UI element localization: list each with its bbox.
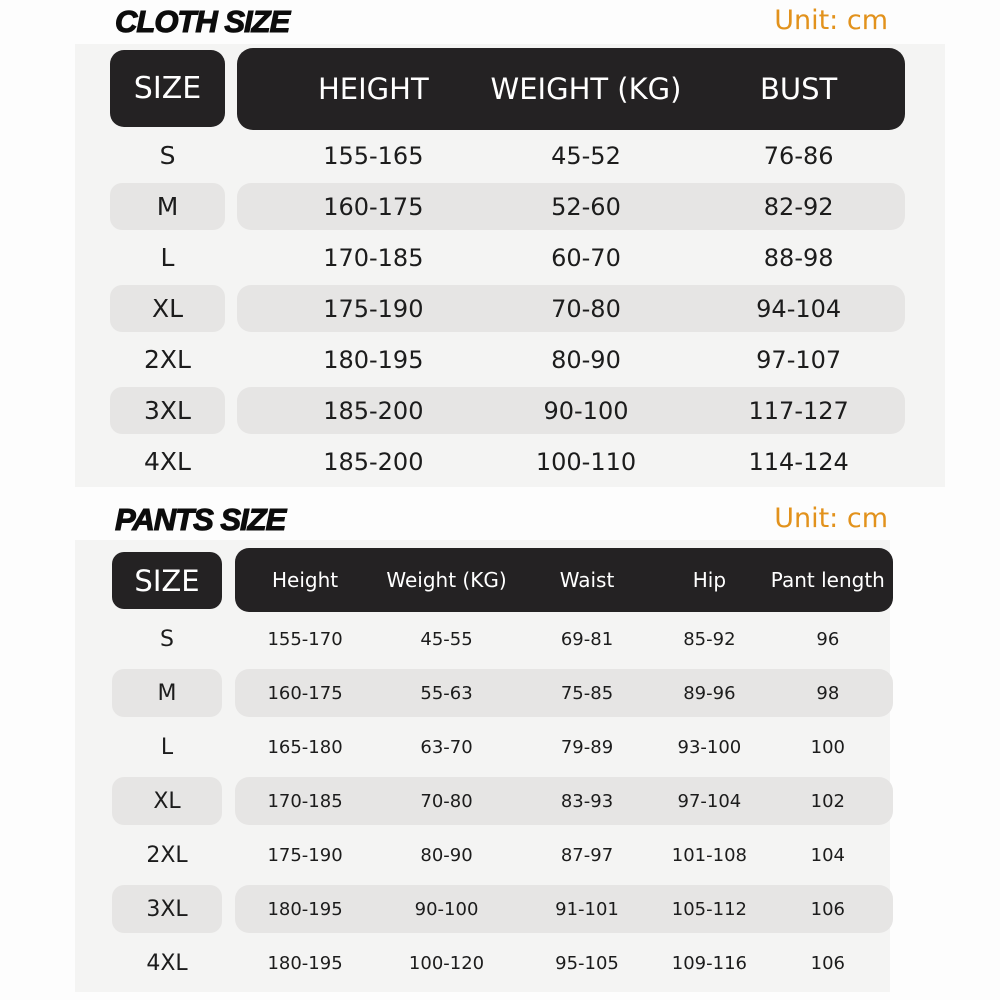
value-cell: 155-165: [323, 141, 424, 170]
size-label-cell: XL: [110, 285, 225, 332]
value-cell: 76-86: [763, 141, 834, 170]
value-cell: 88-98: [763, 243, 834, 272]
value-cell: 106: [810, 952, 845, 974]
value-cell: 55-63: [420, 682, 473, 704]
column-header: Height: [272, 568, 339, 592]
value-cell: 185-200: [323, 396, 424, 425]
pants-table-row: [75, 828, 890, 882]
value-cell: 90-100: [543, 396, 629, 425]
pants-section-header: [115, 502, 888, 538]
cloth-table-row: [75, 436, 945, 487]
cloth-section-header: [115, 4, 888, 40]
pants-table-row: [75, 720, 890, 774]
value-cell: 180-195: [323, 345, 424, 374]
value-cell: 90-100: [414, 898, 479, 920]
value-cell: 93-100: [677, 736, 742, 758]
value-cell: 175-190: [323, 294, 424, 323]
pants-table-rows: [75, 612, 890, 990]
size-label-cell: L: [160, 734, 174, 760]
value-cell: 52-60: [551, 192, 621, 221]
row-values: [237, 438, 905, 485]
value-cell: 165-180: [267, 736, 343, 758]
value-cell: 114-124: [748, 447, 849, 476]
column-header: BUST: [760, 72, 838, 106]
column-header: HEIGHT: [317, 72, 429, 106]
pants-table-row: [75, 936, 890, 990]
pants-table-row: [75, 666, 890, 720]
value-cell: 109-116: [671, 952, 747, 974]
value-cell: 101-108: [671, 844, 747, 866]
value-cell: 160-175: [323, 192, 424, 221]
value-cell: 94-104: [756, 294, 842, 323]
row-values: [235, 615, 893, 663]
value-cell: 82-92: [763, 192, 834, 221]
pants-table-row: [75, 882, 890, 936]
value-cell: 60-70: [551, 243, 621, 272]
value-cell: 95-105: [555, 952, 619, 974]
cloth-size-title: CLOTH SIZE: [115, 4, 290, 39]
value-cell: 85-92: [683, 628, 736, 650]
size-label-cell: S: [160, 626, 174, 652]
pants-size-title: PANTS SIZE: [115, 502, 286, 537]
row-values: [235, 777, 893, 825]
column-header: WEIGHT (KG): [490, 72, 682, 106]
pants-table-row: [75, 774, 890, 828]
value-cell: 98: [816, 682, 840, 704]
pants-table-header-bar: [235, 548, 893, 612]
value-cell: 160-175: [267, 682, 343, 704]
column-header: Pant length: [770, 568, 885, 592]
value-cell: 45-55: [420, 628, 473, 650]
value-cell: 102: [810, 790, 845, 812]
row-values: [237, 285, 905, 332]
value-cell: 117-127: [748, 396, 849, 425]
pants-table-row: [75, 612, 890, 666]
pants-unit-label: Unit: cm: [774, 503, 888, 534]
value-cell: 180-195: [267, 898, 343, 920]
value-cell: 79-89: [560, 736, 614, 758]
value-cell: 175-190: [267, 844, 343, 866]
size-label-cell: M: [110, 183, 225, 230]
cloth-table-row: [75, 232, 945, 283]
cloth-table-row: [75, 283, 945, 334]
value-cell: 104: [810, 844, 845, 866]
row-values: [235, 669, 893, 717]
cloth-unit-label: Unit: cm: [774, 5, 888, 36]
value-cell: 100-110: [535, 447, 637, 476]
size-label-cell: 2XL: [146, 842, 188, 868]
cloth-table-rows: [75, 130, 945, 487]
row-values: [237, 183, 905, 230]
value-cell: 75-85: [560, 682, 614, 704]
size-label-cell: XL: [112, 777, 222, 825]
row-values: [237, 387, 905, 434]
row-values: [237, 336, 905, 383]
value-cell: 70-80: [551, 294, 621, 323]
value-cell: 180-195: [267, 952, 343, 974]
cloth-table-row: [75, 181, 945, 232]
value-cell: 80-90: [420, 844, 473, 866]
cloth-table-row: [75, 385, 945, 436]
pants-size-column-header: SIZE: [112, 552, 222, 609]
value-cell: 170-185: [267, 790, 343, 812]
pants-size-table: [75, 540, 890, 992]
value-cell: 106: [810, 898, 845, 920]
cloth-table-header-bar: [237, 48, 905, 130]
row-values: [237, 234, 905, 281]
value-cell: 97-107: [756, 345, 842, 374]
value-cell: 80-90: [551, 345, 621, 374]
value-cell: 87-97: [560, 844, 614, 866]
column-header: Weight (KG): [386, 568, 507, 592]
value-cell: 97-104: [677, 790, 742, 812]
cloth-size-column-header: SIZE: [110, 50, 225, 127]
row-values: [235, 885, 893, 933]
value-cell: 105-112: [671, 898, 747, 920]
size-label-cell: 3XL: [110, 387, 225, 434]
value-cell: 70-80: [420, 790, 473, 812]
row-values: [235, 939, 893, 987]
size-label-cell: 3XL: [112, 885, 222, 933]
value-cell: 170-185: [323, 243, 424, 272]
value-cell: 63-70: [420, 736, 473, 758]
column-header: Hip: [692, 568, 727, 592]
size-label-cell: 4XL: [144, 447, 191, 476]
size-label-cell: S: [159, 141, 176, 170]
value-cell: 89-96: [683, 682, 736, 704]
size-label-cell: 4XL: [146, 950, 188, 976]
value-cell: 185-200: [323, 447, 424, 476]
row-values: [237, 132, 905, 179]
row-values: [235, 723, 893, 771]
value-cell: 45-52: [551, 141, 621, 170]
value-cell: 83-93: [560, 790, 614, 812]
cloth-table-row: [75, 334, 945, 385]
value-cell: 100: [810, 736, 845, 758]
column-header: Waist: [559, 568, 615, 592]
value-cell: 100-120: [408, 952, 485, 974]
row-values: [235, 831, 893, 879]
value-cell: 155-170: [267, 628, 343, 650]
value-cell: 91-101: [555, 898, 619, 920]
cloth-size-table: [75, 44, 945, 487]
value-cell: 69-81: [560, 628, 614, 650]
size-label-cell: L: [160, 243, 175, 272]
cloth-table-row: [75, 130, 945, 181]
size-label-cell: 2XL: [144, 345, 191, 374]
value-cell: 96: [816, 628, 840, 650]
size-label-cell: M: [112, 669, 222, 717]
